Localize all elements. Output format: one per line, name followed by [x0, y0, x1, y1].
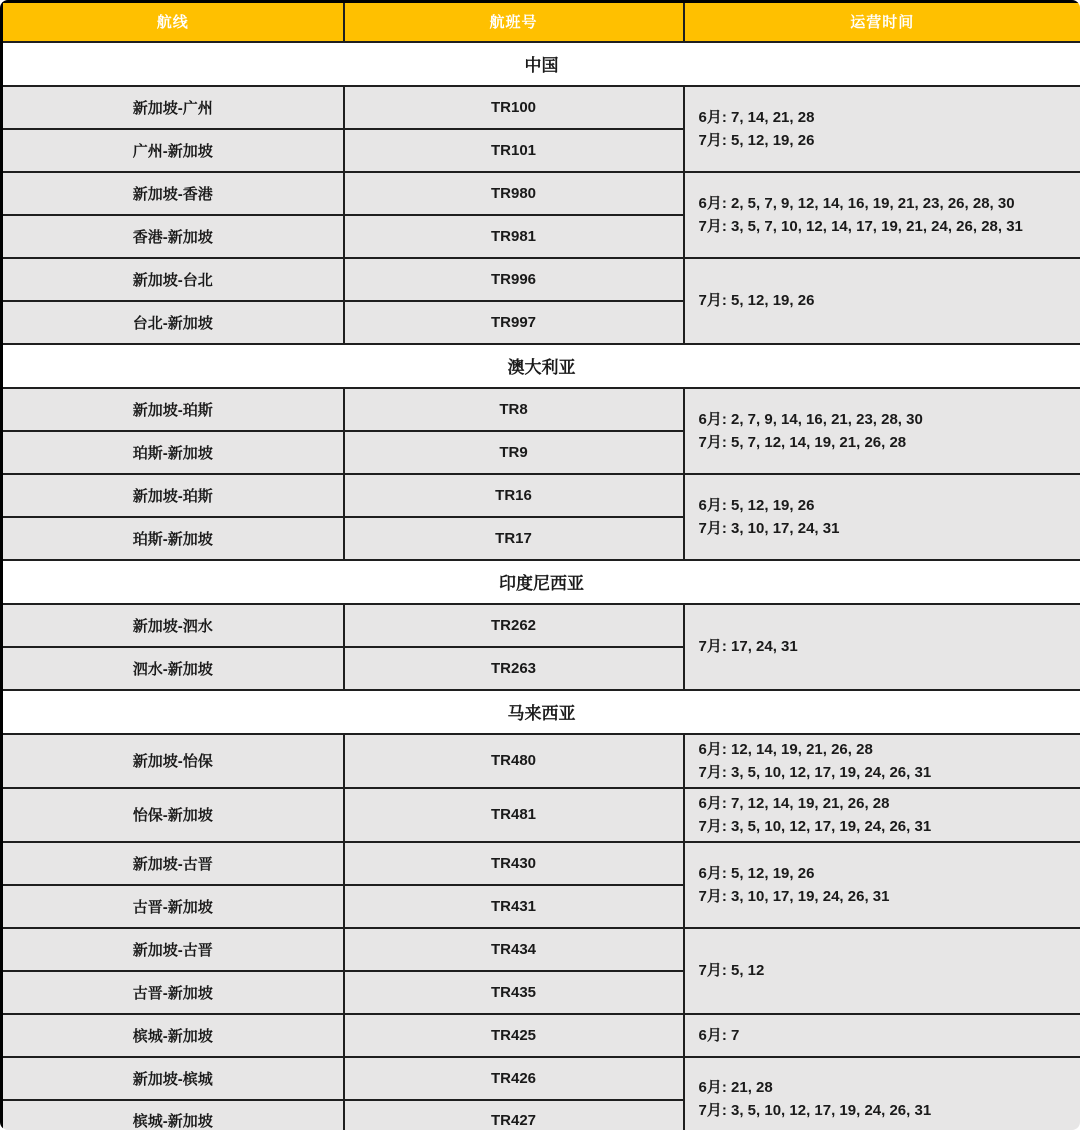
schedule-line: 6月: 7, 12, 14, 19, 21, 26, 28: [698, 794, 890, 812]
route-cell: 槟城-新加坡: [2, 1100, 344, 1130]
table-row: [2, 788, 1080, 842]
schedule-line: 7月: 3, 5, 10, 12, 17, 19, 24, 26, 31: [698, 1102, 932, 1120]
schedule-cell: [684, 928, 1080, 1014]
schedule-line: 7月: 3, 5, 7, 10, 12, 14, 17, 19, 21, 24, 26, 28, 31: [698, 217, 1023, 235]
schedule-line: 6月: 5, 12, 19, 26: [698, 864, 815, 882]
table-row: [2, 86, 1080, 129]
flight-number-cell: TR9: [344, 431, 684, 474]
flight-number-cell: TR425: [344, 1014, 684, 1057]
route-cell: 新加坡-台北: [2, 258, 344, 301]
flight-number-cell: TR262: [344, 604, 684, 647]
route-cell: 台北-新加坡: [2, 301, 344, 344]
section-title-indonesia: 印度尼西亚: [2, 560, 1080, 604]
schedule-line: 7月: 5, 7, 12, 14, 19, 21, 26, 28: [698, 433, 907, 451]
flight-number-cell: TR16: [344, 474, 684, 517]
route-cell: 怡保-新加坡: [2, 788, 344, 842]
route-cell: 新加坡-香港: [2, 172, 344, 215]
col-header-operating-time: 运营时间: [684, 2, 1080, 42]
flight-number-cell: TR480: [344, 734, 684, 788]
section-row: [2, 560, 1080, 604]
schedule-cell: [684, 842, 1080, 928]
route-cell: 新加坡-珀斯: [2, 388, 344, 431]
table-row: [2, 604, 1080, 647]
schedule-cell: [684, 258, 1080, 344]
schedule-cell: [684, 172, 1080, 258]
schedule-line: 6月: 21, 28: [698, 1079, 773, 1097]
schedule-line: 7月: 3, 10, 17, 19, 24, 26, 31: [698, 887, 890, 905]
schedule-line: 7月: 3, 5, 10, 12, 17, 19, 24, 26, 31: [698, 763, 932, 781]
flight-number-cell: TR8: [344, 388, 684, 431]
route-cell: 香港-新加坡: [2, 215, 344, 258]
section-title-malaysia: 马来西亚: [2, 690, 1080, 734]
schedule-line: 7月: 5, 12, 19, 26: [698, 131, 815, 149]
schedule-cell: [684, 474, 1080, 560]
route-cell: 新加坡-古晋: [2, 842, 344, 885]
flight-number-cell: TR430: [344, 842, 684, 885]
route-cell: 新加坡-槟城: [2, 1057, 344, 1100]
schedule-line: 6月: 7, 14, 21, 28: [698, 108, 815, 126]
route-cell: 新加坡-广州: [2, 86, 344, 129]
section-title-australia: 澳大利亚: [2, 344, 1080, 388]
header-row: [2, 2, 1080, 42]
section-row: [2, 42, 1080, 86]
table-row: [2, 388, 1080, 431]
route-cell: 新加坡-泗水: [2, 604, 344, 647]
flight-number-cell: TR101: [344, 129, 684, 172]
flight-number-cell: TR981: [344, 215, 684, 258]
route-cell: 古晋-新加坡: [2, 885, 344, 928]
table-row: [2, 928, 1080, 971]
table-row: [2, 1014, 1080, 1057]
route-cell: 槟城-新加坡: [2, 1014, 344, 1057]
schedule-cell: [684, 734, 1080, 788]
schedule-line: 6月: 2, 5, 7, 9, 12, 14, 16, 19, 21, 23, 26, 28, 30: [698, 194, 1015, 212]
flight-number-cell: TR431: [344, 885, 684, 928]
flight-number-cell: TR997: [344, 301, 684, 344]
schedule-cell: [684, 788, 1080, 842]
table-row: [2, 474, 1080, 517]
schedule-cell: [684, 388, 1080, 474]
col-header-flight-number: 航班号: [344, 2, 684, 42]
route-cell: 新加坡-珀斯: [2, 474, 344, 517]
route-cell: 新加坡-怡保: [2, 734, 344, 788]
schedule-cell: [684, 1014, 1080, 1057]
schedule-line: 6月: 2, 7, 9, 14, 16, 21, 23, 28, 30: [698, 410, 923, 428]
section-row: [2, 344, 1080, 388]
route-cell: 古晋-新加坡: [2, 971, 344, 1014]
route-cell: 新加坡-古晋: [2, 928, 344, 971]
flight-number-cell: TR427: [344, 1100, 684, 1130]
schedule-cell: [684, 86, 1080, 172]
schedule-cell: [684, 1057, 1080, 1130]
section-row: [2, 690, 1080, 734]
schedule-line: 7月: 5, 12: [698, 962, 765, 979]
route-cell: 珀斯-新加坡: [2, 431, 344, 474]
flight-number-cell: TR980: [344, 172, 684, 215]
flight-number-cell: TR434: [344, 928, 684, 971]
schedule-line: 7月: 17, 24, 31: [698, 638, 798, 655]
flight-number-cell: TR996: [344, 258, 684, 301]
schedule-cell: [684, 604, 1080, 690]
col-header-route: 航线: [2, 2, 344, 42]
table-row: [2, 258, 1080, 301]
flight-number-cell: TR263: [344, 647, 684, 690]
table-row: [2, 842, 1080, 885]
route-cell: 泗水-新加坡: [2, 647, 344, 690]
schedule-line: 6月: 7: [698, 1026, 740, 1044]
flight-number-cell: TR426: [344, 1057, 684, 1100]
schedule-line: 7月: 5, 12, 19, 26: [698, 292, 815, 309]
table-row: [2, 734, 1080, 788]
flight-number-cell: TR481: [344, 788, 684, 842]
flight-number-cell: TR100: [344, 86, 684, 129]
flight-number-cell: TR435: [344, 971, 684, 1014]
flight-number-cell: TR17: [344, 517, 684, 560]
schedule-line: 6月: 5, 12, 19, 26: [698, 496, 815, 514]
table-row: [2, 1057, 1080, 1100]
schedule-line: 7月: 3, 10, 17, 24, 31: [698, 519, 840, 537]
schedule-line: 6月: 12, 14, 19, 21, 26, 28: [698, 740, 873, 758]
table-row: [2, 172, 1080, 215]
schedule-line: 7月: 3, 5, 10, 12, 17, 19, 24, 26, 31: [698, 817, 932, 835]
route-cell: 珀斯-新加坡: [2, 517, 344, 560]
section-title-china: 中国: [2, 42, 1080, 86]
route-cell: 广州-新加坡: [2, 129, 344, 172]
